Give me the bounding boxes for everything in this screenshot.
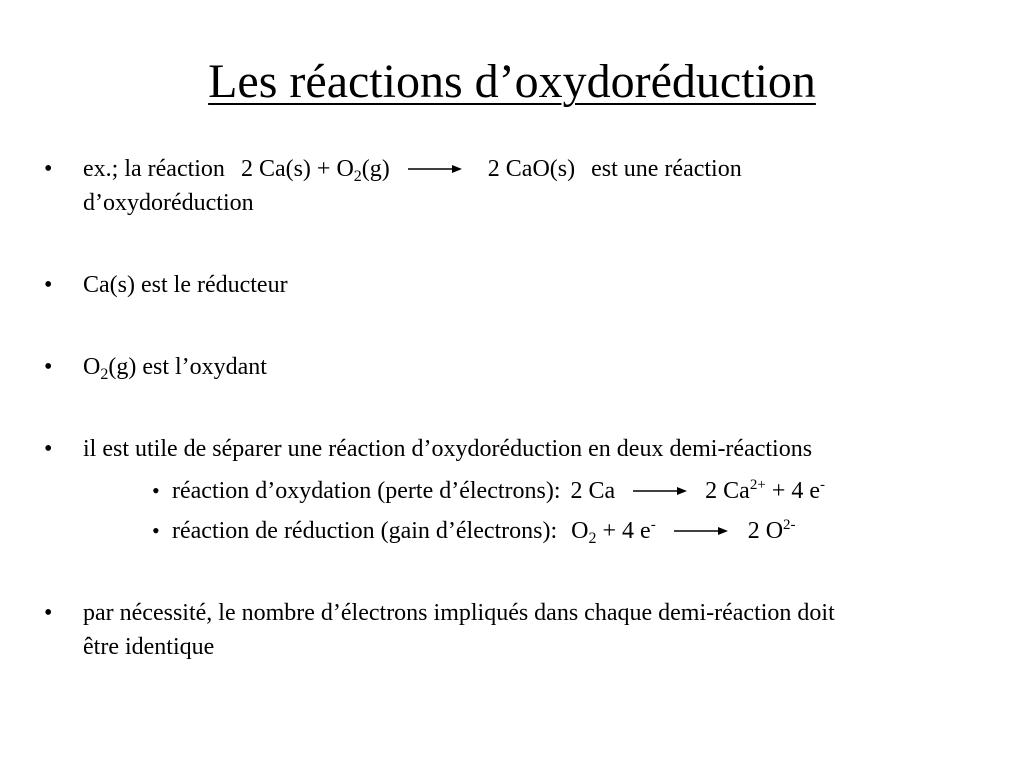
bullet-1-line-2: d’oxydoréduction xyxy=(83,190,254,216)
oxidation-electrons: + 4 e xyxy=(771,478,820,504)
reaction-arrow-icon xyxy=(408,163,462,175)
b3-rest: (g) est l’oxydant xyxy=(108,354,267,380)
reduction-reactant: O xyxy=(571,518,589,544)
bullet-4-text: il est utile de séparer une réaction d’oxydoréduction en deux demi-réactions xyxy=(83,436,813,462)
reduction-product: 2 O xyxy=(747,518,784,544)
b1-product: 2 CaO(s) xyxy=(487,156,576,182)
sub-bullet-dot: • xyxy=(152,478,160,503)
bullet-dot: • xyxy=(44,272,53,298)
b3-subscript: 2 xyxy=(100,366,109,383)
oxidation-product: 2 Ca xyxy=(705,478,750,504)
reduction-charge: 2- xyxy=(783,517,796,533)
bullet-dot: • xyxy=(44,156,53,182)
reduction-subscript: 2 xyxy=(588,530,597,547)
bullet-dot: • xyxy=(44,354,53,380)
bullet-1-line-1 xyxy=(83,152,742,186)
bullet-dot: • xyxy=(44,436,53,462)
b1-state: (g) xyxy=(361,156,390,182)
b1-reactants: 2 Ca(s) + O xyxy=(240,156,354,182)
b1-prefix: ex.; la réaction xyxy=(83,156,225,182)
reduction-label: réaction de réduction (gain d’électrons): xyxy=(172,518,558,544)
bullet-5-line-2: être identique xyxy=(83,634,215,660)
sub-bullet-reduction xyxy=(172,514,796,548)
reduction-electrons: + 4 e xyxy=(602,518,651,544)
bullet-5-line-1: par nécessité, le nombre d’électrons impliqués dans chaque demi-réaction doit xyxy=(83,600,835,626)
reaction-arrow-icon xyxy=(674,525,728,537)
oxidation-charge: 2+ xyxy=(749,477,766,493)
bullet-2-text: Ca(s) est le réducteur xyxy=(83,272,288,298)
b1-subscript: 2 xyxy=(353,168,362,185)
sub-bullet-dot: • xyxy=(152,518,160,543)
oxidation-reactant: 2 Ca xyxy=(570,478,616,504)
reaction-arrow-icon xyxy=(633,485,687,497)
sub-bullet-oxidation xyxy=(172,474,825,508)
oxidation-label: réaction d’oxydation (perte d’électrons): xyxy=(172,478,561,504)
b3-species: O xyxy=(83,354,101,380)
bullet-3-text xyxy=(83,350,267,384)
b1-suffix: est une réaction xyxy=(591,156,742,182)
bullet-dot: • xyxy=(44,600,53,626)
slide-title: Les réactions d’oxydoréduction xyxy=(208,55,816,108)
electron-charge: - xyxy=(650,517,656,533)
electron-charge: - xyxy=(820,477,825,493)
